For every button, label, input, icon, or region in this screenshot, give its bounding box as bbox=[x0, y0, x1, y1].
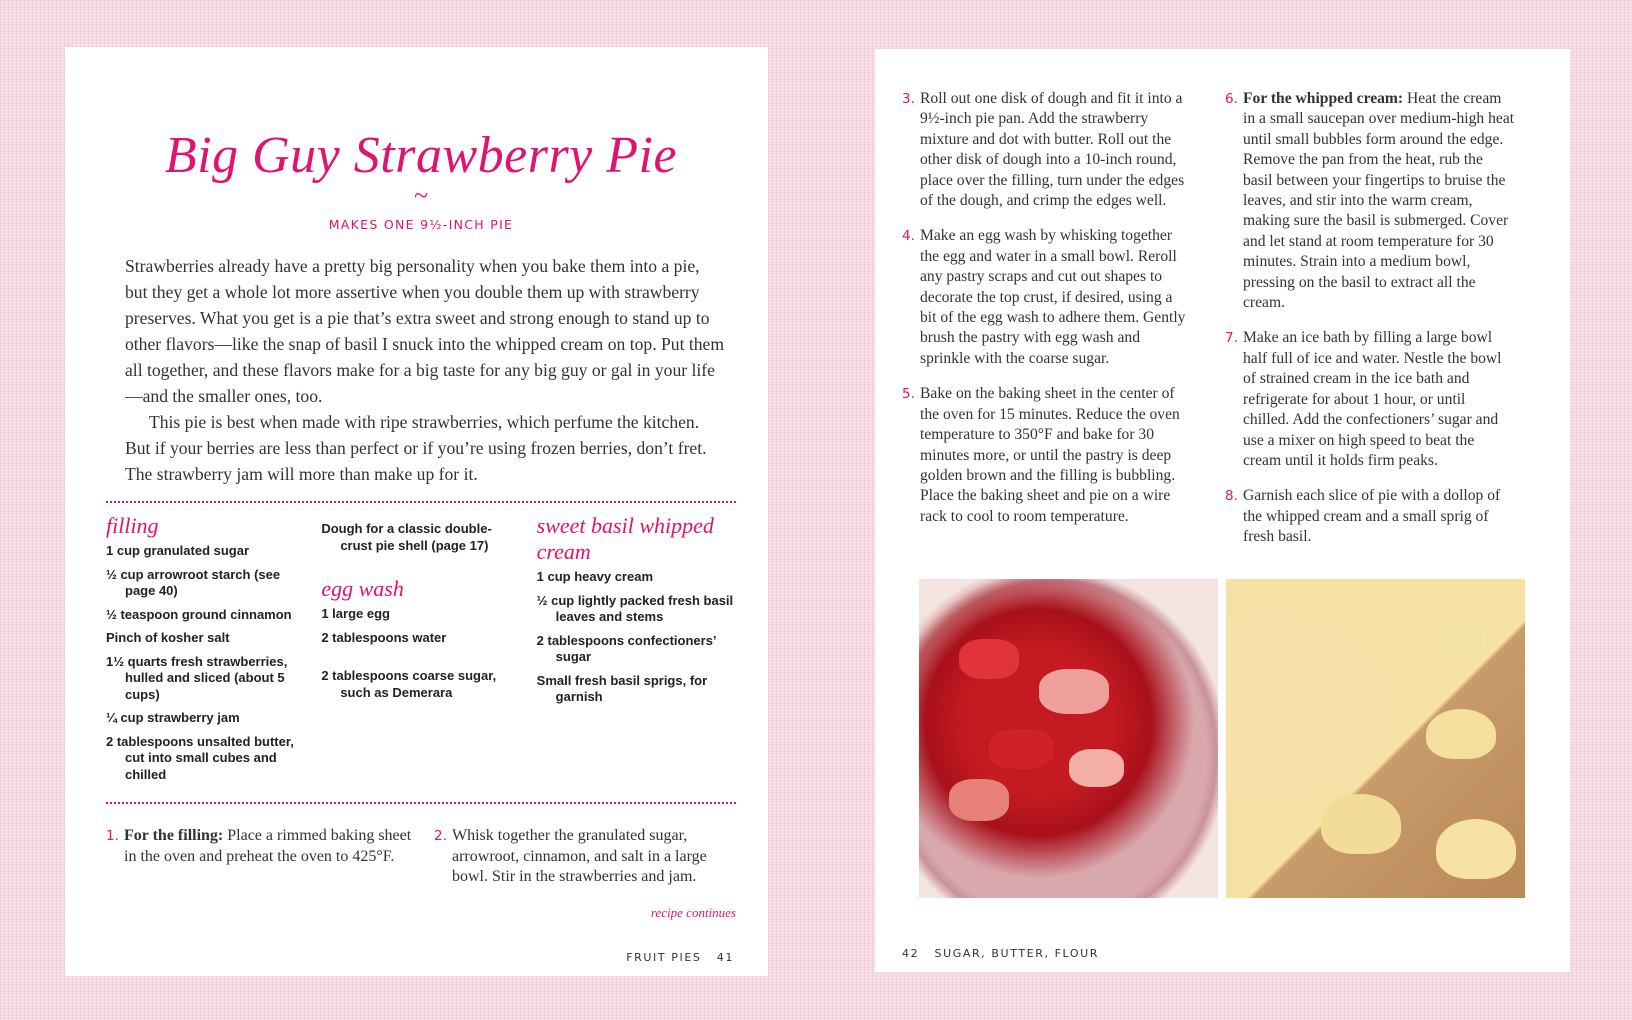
intro-paragraph: Strawberries already have a pretty big personality when you bake them into a pie, but they get a whole lot more assertive when you double them up with strawberry preserves. What you get is a pie that’s extra sweet and strong enough to stand up to other flavors—like the snap of basil I snuck into the whipped cream on top. Put them all together, and these flavors make for a big taste for any big guy or gal in your life—and the smaller ones, too. bbox=[125, 256, 725, 406]
ingredients bbox=[106, 513, 736, 790]
step bbox=[902, 89, 1192, 211]
step-text: Whisk together the granulated sugar, arrowroot, cinnamon, and salt in a large bowl. Stir in the strawberries and jam. bbox=[452, 827, 707, 886]
ingredient: 1½ quarts fresh strawberries, hulled and sliced (about 5 cups) bbox=[106, 653, 288, 702]
ingredients-cream bbox=[537, 513, 736, 790]
intro-paragraph: This pie is best when made with ripe strawberries, which perfume the kitchen. But if your berries are less than perfect or if you’re using frozen berries, don’t fret. The strawberry jam will more than make up for it. bbox=[125, 412, 707, 484]
step-lead: For the filling: bbox=[124, 827, 224, 844]
step-number: 3. bbox=[902, 91, 915, 107]
divider bbox=[106, 802, 736, 804]
ingredient: 1 large egg bbox=[321, 606, 390, 621]
ingredient: 2 tablespoons coarse sugar, such as Demerara bbox=[321, 668, 497, 700]
step bbox=[434, 826, 736, 888]
step-text: Make an egg wash by whisking together the egg and water in a small bowl. Reroll any pastry scraps and cut out shapes to decorate the top crust, if desired, using a bit of the egg wash to adhere them. Gently brush the pastry with egg wash and sprinkle with the coarse sugar. bbox=[920, 227, 1186, 367]
step-column bbox=[1225, 89, 1515, 563]
ingredient: ¼ cup strawberry jam bbox=[106, 710, 240, 725]
recipe-intro bbox=[125, 253, 725, 487]
ingredient: ½ cup arrowroot starch (see page 40) bbox=[106, 566, 281, 598]
steps bbox=[106, 826, 736, 903]
ingredient: ½ cup lightly packed fresh basil leaves and stems bbox=[536, 592, 734, 624]
step bbox=[1225, 89, 1515, 313]
recipe-continues: recipe continues bbox=[650, 904, 736, 920]
step bbox=[902, 384, 1192, 527]
recipe-title: Big Guy Strawberry Pie bbox=[164, 127, 678, 184]
title-flourish: ~ bbox=[413, 181, 429, 210]
step-text: Make an ice bath by filling a large bowl half full of ice and water. Nestle the bowl of strained cream in the ice bath and refrigerate for about 1 hour, or until chilled. Add the confectioners’ sugar and use a mixer on high speed to beat the cream until it holds firm peaks. bbox=[1243, 329, 1502, 469]
ingredient: Pinch of kosher salt bbox=[106, 630, 230, 645]
ingredient: Small fresh basil sprigs, for garnish bbox=[536, 672, 708, 704]
ingredient: 2 tablespoons unsalted butter, cut into small cubes and chilled bbox=[106, 733, 294, 782]
ingredient-heading: egg wash bbox=[321, 576, 404, 601]
recipe-content bbox=[106, 127, 736, 921]
step-number: 2. bbox=[434, 828, 447, 844]
step-number: 7. bbox=[1225, 330, 1238, 347]
step-text: Place a rimmed baking sheet in the oven and preheat the oven to 425°F. bbox=[124, 827, 412, 865]
left-page bbox=[65, 47, 768, 976]
ingredient: 2 tablespoons water bbox=[321, 629, 447, 645]
step-number: 4. bbox=[902, 228, 915, 245]
step-number: 6. bbox=[1225, 91, 1238, 107]
page-footer: FRUIT PIES 41 bbox=[626, 951, 734, 964]
strawberry-bowl-photo bbox=[919, 579, 1218, 898]
divider bbox=[106, 501, 736, 503]
ingredients-dough-egg-wash bbox=[321, 513, 520, 790]
step bbox=[902, 226, 1192, 369]
ingredient: ½ teaspoon ground cinnamon bbox=[106, 606, 292, 622]
recipe-yield: MAKES ONE 9½-INCH PIE bbox=[328, 217, 514, 232]
page-footer: 42 SUGAR, BUTTER, FLOUR bbox=[902, 947, 1100, 960]
step-number: 8. bbox=[1225, 488, 1238, 505]
step-column bbox=[902, 89, 1192, 542]
ingredient: 1 cup heavy cream bbox=[536, 569, 654, 584]
ingredients-filling bbox=[106, 513, 305, 790]
ingredient-heading: filling bbox=[106, 513, 159, 538]
ingredient: Dough for a classic double-crust pie shell (page 17) bbox=[321, 521, 492, 553]
step-text: Roll out one disk of dough and fit it into a 9½-inch pie pan. Add the strawberry mixture and dot with butter. Roll out the other disk of dough into a 10-inch round, place over the filling, turn under the edges of the dough, and crimp the edges well. bbox=[920, 90, 1185, 210]
ingredient: 2 tablespoons confectioners’ sugar bbox=[536, 632, 716, 664]
step-lead: For the whipped cream: bbox=[1243, 90, 1404, 107]
right-page bbox=[875, 49, 1570, 972]
step-text: Heat the cream in a small saucepan over medium-high heat until small bubbles form around the edge. Remove the pan from the heat, rub the basil between your fingertips to bruise the leaves, and stir into the warm cream, making sure the basil is submerged. Cover and let stand at room temperature for 30 minutes. Strain into a medium bowl, pressing on the basil to extract all the cream. bbox=[1243, 90, 1515, 312]
step-number: 5. bbox=[902, 386, 915, 403]
step-number: 1. bbox=[106, 828, 119, 844]
pie-dough-cutouts-photo bbox=[1226, 579, 1525, 898]
ingredient-heading: sweet basil whipped cream bbox=[536, 513, 714, 564]
step-column bbox=[434, 826, 736, 903]
step bbox=[106, 826, 416, 867]
ingredient: 1 cup granulated sugar bbox=[106, 543, 250, 558]
step-text: Bake on the baking sheet in the center of the oven for 15 minutes. Reduce the oven temperature to 350°F and bake for 30 minutes more, or until the pastry is deep golden brown and the filling is bubbling. Place the baking sheet and pie on a wire rack to cool to room temperature. bbox=[920, 385, 1180, 525]
step bbox=[1225, 486, 1515, 547]
step-column bbox=[106, 826, 416, 903]
step bbox=[1225, 328, 1515, 471]
step-text: Garnish each slice of pie with a dollop of the whipped cream and a small sprig of fresh basil. bbox=[1243, 487, 1501, 546]
